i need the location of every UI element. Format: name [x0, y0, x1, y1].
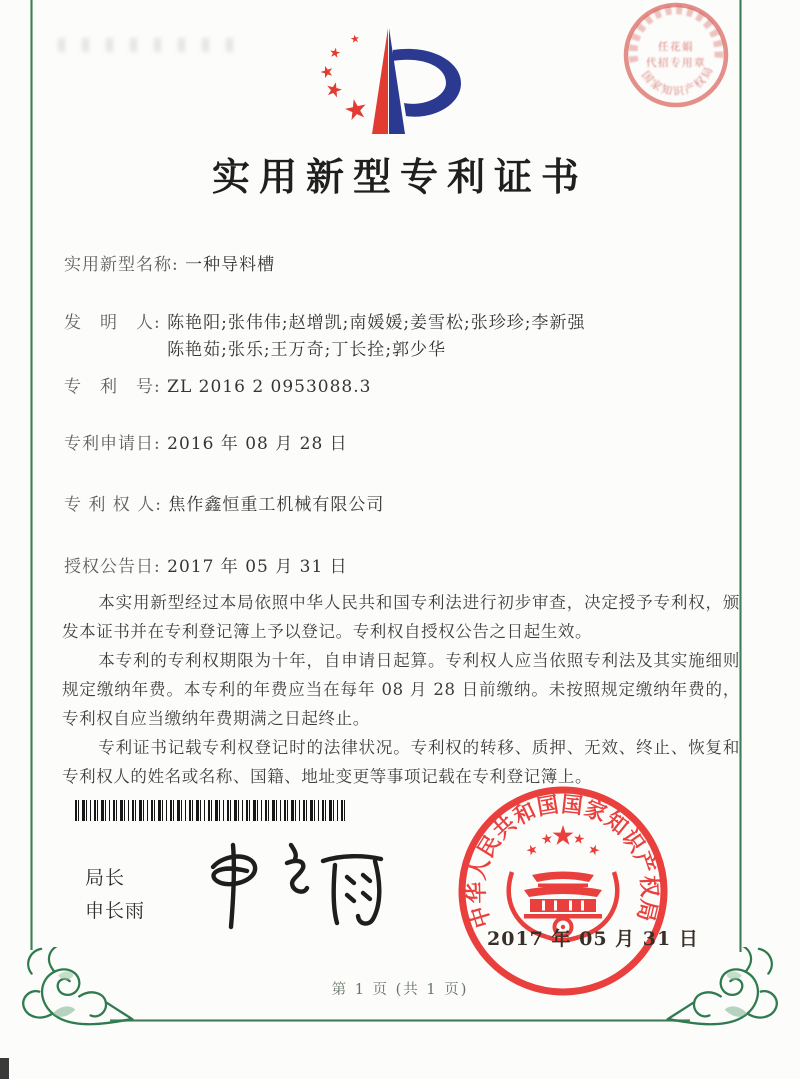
field-value: 一种导料槽 — [185, 255, 276, 275]
seal-ring-text: 中华人民共和国国家知识产权局 — [463, 791, 663, 931]
field-patentee — [64, 492, 384, 519]
seal-date: 2017 年 05 月 31 日 — [487, 928, 699, 950]
signer-block — [85, 862, 145, 928]
field-filing-date — [64, 431, 348, 458]
inventors-line1: 陈艳阳;张伟伟;赵增凯;南媛媛;姜雪松;张珍珍;李新强 — [167, 313, 586, 333]
field-grant-date — [64, 554, 348, 581]
barcode — [75, 800, 347, 821]
body-text — [62, 588, 740, 791]
field-value: 2017 年 05 月 31 日 — [167, 557, 348, 577]
left-border-line — [30, 0, 33, 950]
body-paragraph-2: 本专利的专利权期限为十年，自申请日起算。专利权人应当依照专利法及其实施细则规定缴纳年费。本专利的年费应当在每年 08 月 28 日前缴纳。未按照规定缴纳年费的，专利权自应当缴纳年费期满之日起终止。 — [62, 651, 740, 728]
field-label: 发 明 人: — [64, 313, 168, 333]
certificate-title: 实用新型专利证书 — [211, 154, 588, 199]
signer-title: 局长 — [85, 867, 126, 889]
field-label: 专利申请日: — [64, 434, 168, 454]
body-paragraph-1: 本实用新型经过本局依照中华人民共和国专利法进行初步审查，决定授予专利权，颁发本证书并在专利登记簿上予以登记。专利权自授权公告之日起生效。 — [62, 593, 740, 641]
cnipa-logo-icon — [298, 26, 482, 140]
agency-stamp — [608, 0, 750, 114]
national-emblem-icon — [509, 825, 617, 940]
stamp-ring-text: 国家知识产权局 — [638, 63, 717, 99]
official-seal — [452, 780, 674, 1002]
inventors-line2: 陈艳茹;张乐;王万奇;丁长拴;郭少华 — [167, 340, 447, 360]
right-border-line — [739, 0, 742, 952]
field-patent-number — [64, 374, 371, 401]
stamp-center-name: 任花娟 — [658, 41, 694, 53]
field-value — [167, 310, 585, 364]
faded-print-marks — [58, 38, 236, 52]
stamp-center-label: 代招专用章 — [646, 57, 706, 69]
bottom-border-line — [110, 1019, 690, 1022]
scan-artifact — [0, 1058, 9, 1079]
field-label: 专 利 号: — [64, 377, 168, 397]
field-value: 焦作鑫恒重工机械有限公司 — [168, 495, 385, 515]
field-utility-model-name — [64, 252, 275, 279]
field-label: 授权公告日: — [64, 557, 168, 577]
page-footer: 第 1 页 (共 1 页) — [331, 982, 469, 998]
signer-name: 申长雨 — [85, 900, 146, 922]
field-inventors — [64, 310, 586, 364]
body-paragraph-3: 专利证书记载专利权登记时的法律状况。专利权的转移、质押、无效、终止、恢复和专利权人的姓名或名称、国籍、地址变更等事项记载在专利登记簿上。 — [62, 738, 740, 786]
field-value: 2016 年 08 月 28 日 — [167, 434, 348, 454]
signature-handwriting-icon — [195, 833, 405, 933]
field-label: 专 利 权 人: — [64, 495, 169, 515]
field-value: ZL 2016 2 0953088.3 — [167, 377, 372, 397]
field-label: 实用新型名称: — [64, 255, 186, 275]
